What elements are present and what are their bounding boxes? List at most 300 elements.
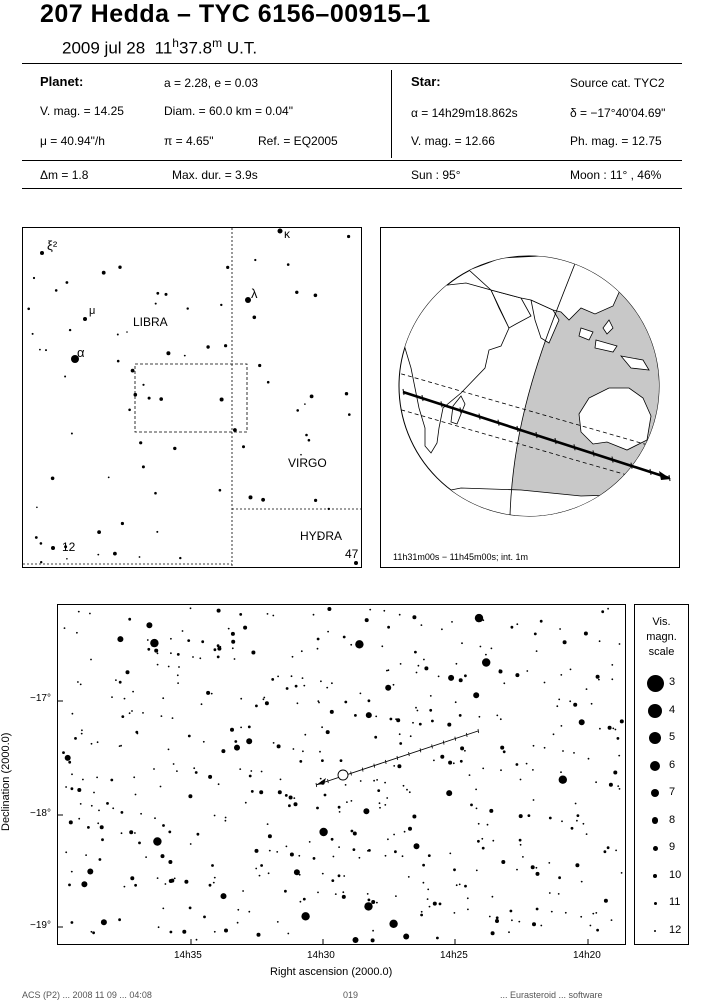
chart-star — [199, 657, 201, 659]
chart-star — [338, 846, 340, 848]
chart-star — [260, 864, 263, 867]
chart-star — [78, 818, 80, 820]
finder-star — [69, 329, 71, 331]
chart-star — [228, 628, 230, 630]
chart-star — [400, 663, 402, 665]
label-virgo: VIRGO — [288, 456, 327, 470]
time-hours: 11 — [154, 38, 173, 58]
legend-dot — [654, 930, 656, 932]
globe-svg — [381, 228, 679, 567]
chart-star — [368, 899, 371, 902]
chart-star — [390, 718, 393, 721]
chart-star — [420, 914, 423, 917]
chart-star — [298, 855, 300, 857]
table-divider — [391, 70, 392, 158]
chart-star — [117, 636, 123, 642]
chart-star — [326, 687, 328, 689]
time-minutes: 37.8 — [178, 38, 213, 58]
chart-star — [234, 740, 237, 743]
chart-star — [540, 620, 543, 623]
chart-star — [284, 890, 287, 893]
chart-star — [485, 654, 487, 656]
chart-star — [157, 877, 159, 879]
time-minutes-unit: m — [212, 36, 223, 50]
chart-star — [464, 750, 466, 752]
chart-star — [397, 764, 401, 768]
chart-star — [154, 817, 156, 819]
chart-star — [162, 908, 164, 910]
chart-star — [146, 622, 152, 628]
chart-star — [177, 653, 180, 656]
finder-star — [51, 477, 55, 481]
chart-star — [251, 790, 254, 793]
finder-star — [32, 333, 34, 335]
chart-star — [596, 675, 600, 679]
chart-star — [168, 666, 170, 668]
chart-star — [172, 717, 174, 719]
chart-star — [440, 755, 444, 759]
chart-star — [482, 658, 490, 666]
chart-star — [455, 701, 457, 703]
chart-star — [74, 737, 77, 740]
chart-star — [304, 734, 306, 736]
chart-star — [165, 883, 167, 885]
chart-star — [263, 698, 265, 700]
chart-star — [91, 931, 93, 933]
chart-star — [255, 849, 259, 853]
chart-star — [381, 645, 383, 647]
chart-star — [617, 785, 619, 787]
chart-star — [403, 934, 409, 940]
chart-star — [64, 627, 66, 629]
chart-star — [119, 745, 121, 747]
finder-star — [156, 531, 158, 533]
ra-tick-label: 14h20 — [573, 950, 601, 961]
star-chart — [57, 604, 626, 945]
finder-bright-star — [278, 229, 283, 234]
track-tick — [420, 748, 421, 752]
chart-star — [481, 838, 483, 840]
chart-star — [423, 882, 425, 884]
chart-star — [482, 619, 484, 621]
chart-star — [237, 909, 239, 911]
label-kappa: κ — [284, 228, 290, 241]
chart-star — [553, 733, 555, 735]
chart-star — [169, 879, 173, 883]
chart-star — [424, 666, 428, 670]
chart-star — [263, 697, 265, 699]
finder-star — [224, 344, 227, 347]
chart-star — [138, 842, 141, 845]
chart-star — [158, 926, 160, 928]
chart-star — [338, 806, 341, 809]
legend-title-line: scale — [648, 646, 675, 658]
chart-star — [470, 804, 473, 807]
chart-star — [459, 678, 463, 682]
chart-star — [460, 746, 464, 750]
chart-star — [93, 792, 95, 794]
finder-star — [39, 349, 41, 351]
chart-star — [197, 833, 200, 836]
chart-star — [302, 750, 304, 752]
chart-star — [287, 933, 289, 935]
chart-star — [182, 630, 184, 632]
chart-star — [549, 892, 551, 894]
chart-star — [500, 718, 502, 720]
chart-star — [269, 850, 271, 852]
chart-star — [561, 820, 563, 822]
star-chart-svg — [58, 605, 625, 944]
chart-star — [330, 710, 334, 714]
chart-star — [214, 815, 216, 817]
label-hydra: HYDRA — [300, 529, 343, 543]
chart-star — [112, 807, 114, 809]
chart-star — [477, 840, 480, 843]
chart-star — [201, 640, 204, 643]
chart-star — [187, 639, 190, 642]
chart-star — [300, 901, 302, 903]
chart-star — [532, 769, 534, 771]
finder-star — [187, 307, 189, 309]
event-date — [62, 36, 257, 59]
chart-star — [214, 648, 217, 651]
chart-star — [267, 823, 269, 825]
chart-star — [519, 814, 523, 818]
dec-tick-label: −18° — [30, 808, 51, 819]
chart-star — [510, 910, 513, 913]
table-bottom-line — [22, 188, 682, 189]
chart-star — [476, 870, 478, 872]
chart-star — [558, 876, 561, 879]
track-tick — [478, 729, 479, 733]
chart-star — [309, 841, 311, 843]
chart-star — [373, 780, 375, 782]
chart-star — [559, 776, 567, 784]
finder-star — [184, 355, 186, 357]
chart-star — [467, 897, 469, 899]
chart-star — [619, 643, 621, 645]
chart-star — [128, 618, 131, 621]
finder-star — [40, 561, 42, 563]
chart-star — [384, 804, 386, 806]
chart-star — [476, 808, 478, 810]
chart-star — [277, 921, 279, 923]
track-tick — [455, 737, 456, 741]
chart-star — [491, 931, 495, 935]
chart-star — [189, 907, 192, 910]
chart-star — [147, 639, 149, 641]
chart-star — [249, 775, 252, 778]
footer-right: ... Eurasteroid ... software — [500, 990, 603, 1000]
chart-star — [412, 815, 416, 819]
time-hours-unit: h — [172, 36, 179, 50]
chart-star — [453, 762, 455, 764]
chart-star — [368, 699, 371, 702]
finder-star — [154, 492, 157, 495]
chart-star — [383, 610, 385, 612]
chart-star — [495, 919, 499, 923]
chart-star — [353, 937, 359, 943]
planet-reference: Ref. = EQ2005 — [258, 134, 338, 148]
chart-star — [403, 785, 405, 787]
chart-star — [520, 844, 522, 846]
chart-star — [360, 693, 362, 695]
chart-star — [335, 893, 337, 895]
chart-star — [276, 851, 278, 853]
chart-star — [404, 831, 406, 833]
chart-star — [259, 790, 263, 794]
chart-star — [599, 728, 601, 730]
chart-star — [371, 938, 375, 942]
label-libra: LIBRA — [133, 315, 168, 329]
finder-star — [36, 507, 38, 509]
magnitude-legend — [634, 604, 689, 945]
chart-star — [492, 840, 494, 842]
chart-star — [129, 830, 133, 834]
chart-star — [363, 808, 369, 814]
chart-star — [430, 695, 432, 697]
chart-star — [536, 872, 540, 876]
chart-star — [268, 834, 272, 838]
chart-star — [591, 703, 593, 705]
chart-star — [367, 893, 369, 895]
finder-star — [131, 369, 135, 373]
chart-star — [618, 755, 620, 757]
chart-star — [294, 802, 298, 806]
chart-star — [399, 733, 401, 735]
chart-star — [277, 676, 279, 678]
finder-bright-star — [83, 317, 87, 321]
star-vmag: V. mag. = 12.66 — [411, 134, 495, 148]
chart-star — [132, 691, 134, 693]
chart-star — [134, 832, 136, 834]
chart-star — [81, 733, 83, 735]
chart-star — [157, 653, 159, 655]
chart-star — [345, 784, 347, 786]
chart-star — [409, 791, 411, 793]
label-12: 12 — [62, 540, 76, 554]
chart-star — [219, 646, 221, 648]
legend-magnitude-label: 10 — [669, 868, 682, 881]
finder-star — [258, 364, 261, 367]
finder-star — [347, 235, 350, 238]
track-tick — [432, 744, 433, 748]
finder-star — [220, 398, 224, 402]
chart-star — [496, 916, 499, 919]
chart-star — [387, 838, 389, 840]
chart-star — [489, 809, 493, 813]
finder-star — [40, 542, 43, 545]
chart-star — [140, 813, 142, 815]
chart-star — [188, 794, 192, 798]
track-tick — [397, 756, 398, 760]
legend-dot — [648, 704, 662, 718]
chart-star — [428, 854, 431, 857]
chart-star — [217, 609, 221, 613]
chart-star — [255, 705, 258, 708]
chart-star — [561, 725, 563, 727]
chart-star — [317, 892, 319, 894]
chart-star — [319, 828, 327, 836]
chart-star — [317, 638, 320, 641]
finder-star — [139, 441, 142, 444]
chart-star — [377, 789, 380, 792]
globe-caption: 11h31m00s − 11h45m00s; int. 1m — [393, 552, 528, 562]
chart-star — [154, 649, 158, 653]
chart-star — [217, 644, 220, 647]
finder-bright-star — [51, 546, 55, 550]
chart-star — [178, 666, 180, 668]
chart-star — [500, 746, 504, 750]
planet-vmag: V. mag. = 14.25 — [40, 104, 124, 118]
chart-star — [331, 838, 334, 841]
finder-star — [261, 498, 265, 502]
chart-star — [399, 742, 402, 745]
legend-magnitude-label: 12 — [669, 923, 682, 936]
chart-star — [448, 675, 454, 681]
chart-star — [297, 702, 299, 704]
finder-star — [206, 345, 209, 348]
chart-star — [196, 939, 198, 941]
chart-star — [609, 783, 613, 787]
chart-star — [415, 707, 417, 709]
chart-star — [321, 726, 323, 728]
chart-star — [153, 837, 161, 845]
finder-star — [121, 522, 124, 525]
chart-star — [467, 909, 469, 911]
chart-star — [322, 873, 324, 875]
table-mid-line — [22, 160, 682, 161]
chart-star — [313, 857, 316, 860]
chart-star — [464, 674, 467, 677]
chart-star — [612, 728, 614, 730]
chart-star — [82, 779, 84, 781]
chart-star — [487, 824, 489, 826]
chart-star — [240, 698, 242, 700]
chart-star — [232, 647, 234, 649]
chart-star — [106, 802, 109, 805]
chart-star — [364, 902, 372, 910]
chart-star — [62, 751, 65, 754]
finder-star — [219, 489, 222, 492]
chart-star — [449, 853, 451, 855]
chart-star — [482, 847, 485, 850]
chart-star — [526, 670, 528, 672]
chart-star — [333, 856, 335, 858]
chart-star — [607, 846, 610, 849]
chart-star — [595, 781, 597, 783]
finder-star — [267, 381, 270, 384]
chart-star — [460, 760, 463, 763]
chart-star — [261, 771, 263, 773]
finder-chart — [22, 227, 362, 568]
chart-star — [177, 682, 179, 684]
chart-star — [218, 783, 220, 785]
chart-star — [412, 615, 416, 619]
chart-star — [359, 857, 361, 859]
chart-star — [176, 770, 178, 772]
chart-star — [231, 632, 235, 636]
finder-star — [242, 445, 245, 448]
chart-star — [209, 884, 212, 887]
chart-star — [446, 790, 452, 796]
chart-star — [387, 626, 390, 629]
chart-star — [528, 814, 531, 817]
chart-star — [277, 744, 281, 748]
chart-star — [317, 648, 319, 650]
chart-star — [81, 881, 87, 887]
chart-star — [418, 665, 420, 667]
chart-star — [351, 800, 353, 802]
target-star-marker — [338, 770, 348, 780]
chart-star — [592, 913, 594, 915]
chart-star — [353, 832, 357, 836]
finder-star — [118, 266, 121, 269]
chart-star — [211, 693, 213, 695]
chart-star — [201, 703, 203, 705]
ra-tick-label: 14h35 — [174, 950, 202, 961]
chart-star — [203, 741, 205, 743]
chart-star — [511, 626, 514, 629]
chart-star — [604, 850, 607, 853]
finder-star — [249, 495, 253, 499]
finder-star — [97, 530, 101, 534]
chart-star — [239, 768, 241, 770]
chart-star — [516, 763, 519, 766]
chart-star — [417, 710, 419, 712]
chart-star — [613, 771, 617, 775]
chart-star — [394, 850, 397, 853]
chart-star — [533, 799, 535, 801]
chart-star — [257, 933, 261, 937]
chart-star — [221, 749, 225, 753]
finder-star — [220, 304, 222, 306]
chart-star — [384, 782, 386, 784]
chart-star — [596, 929, 599, 932]
legend-dot — [650, 761, 660, 771]
chart-star — [230, 728, 234, 732]
finder-star — [97, 554, 99, 556]
chart-star — [534, 633, 537, 636]
chart-star — [379, 807, 381, 809]
chart-star — [563, 640, 567, 644]
chart-star — [231, 640, 235, 644]
chart-star — [237, 922, 239, 924]
finder-star — [134, 393, 138, 397]
chart-star — [604, 899, 608, 903]
chart-star — [97, 822, 99, 824]
chart-star — [579, 719, 585, 725]
chart-star — [251, 651, 255, 655]
chart-star — [265, 701, 269, 705]
chart-star — [101, 838, 104, 841]
finder-star — [233, 428, 237, 432]
chart-star — [599, 640, 601, 642]
chart-star — [293, 748, 295, 750]
finder-star — [305, 434, 308, 437]
chart-star — [433, 902, 437, 906]
chart-star — [313, 614, 315, 616]
chart-star — [268, 872, 270, 874]
chart-star — [385, 855, 387, 857]
chart-star — [135, 731, 138, 734]
chart-star — [414, 651, 417, 654]
chart-star — [456, 884, 458, 886]
track-tick — [328, 779, 329, 783]
chart-star — [461, 642, 463, 644]
finder-star — [71, 433, 73, 435]
track-tick — [362, 768, 363, 772]
